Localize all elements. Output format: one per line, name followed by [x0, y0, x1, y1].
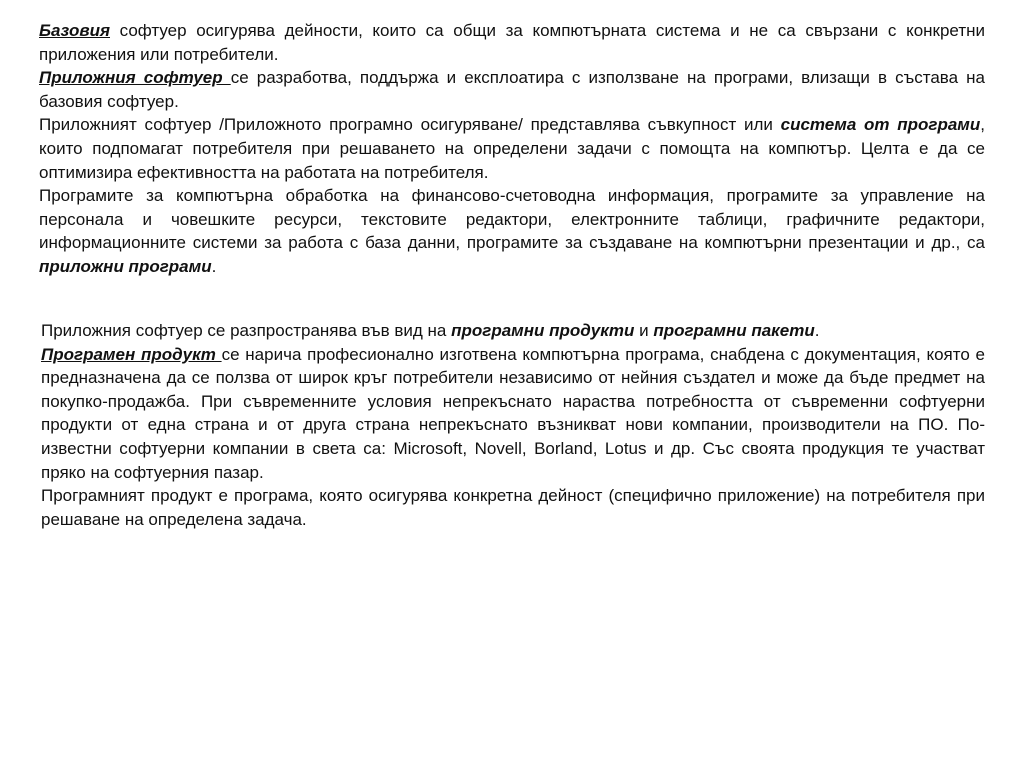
paragraph-text: .: [814, 321, 820, 340]
paragraph-text: Програмният продукт е програма, която осигурява конкретна дейност (специфично приложение) на потребителя при решаване на определена задача.: [41, 486, 985, 529]
emphasis-software-products: програмни продукти: [451, 321, 635, 340]
paragraph-text: Приложният софтуер /Приложното програмно осигуряване/ представлява съвкупност или: [39, 115, 781, 135]
emphasis-software-packages: програмни пакети: [653, 321, 815, 340]
paragraph-text: софтуер осигурява дейности, които са общи за компютърната система и не са свързани с конкретни приложения или потребители.: [39, 21, 985, 64]
paragraph-text: , които подпомагат потребителя при решаването на определени задачи с помощта на компютър. Целта е да се оптимизира ефективността на работата на потребителя.: [39, 115, 985, 182]
paragraph-software-product-purpose: [41, 484, 985, 531]
emphasis-system-of-programs: система от програми: [780, 115, 981, 135]
emphasis-application-programs: приложни програми: [39, 256, 212, 276]
text-block-base-and-application-software: [39, 19, 985, 279]
paragraph-text: Програмите за компютърна обработка на финансово-счетоводна информация, програмите за управление на персонала и човешките ресурси, текстовите редактори, електронните таблици, графичните редактори, информационните системи за работа с база данни, програмите за създаване на компютърни презентации и др., са: [39, 186, 985, 253]
paragraph-text: се разработва, поддържа и експлоатира с използване на програми, влизащи в състава на базовия софтуер.: [39, 68, 985, 111]
paragraph-text: се нарича професионално изготвена компютърна програма, снабдена с документация, която е предназначена да се ползва от широк кръг потребители независимо от нейния създател и може да бъде предмет на покупко-продажба. При съвременните условия непрекъснато нараства потребността от съвременни софтуерни продукти от една страна и от друга страна непрекъснато възникват нови компании, производители на ПО. По-известни софтуерни компании в света са: Microsoft, Novell, Borland, Lotus и др. Със своята продукция те участват пряко на софтуерния пазар.: [41, 344, 985, 482]
paragraph-distribution: [41, 319, 985, 343]
paragraph-base-software: [39, 19, 985, 66]
term-software-product: Програмен продукт: [41, 344, 222, 364]
paragraph-application-software-definition: [39, 113, 985, 184]
paragraph-text: Приложния софтуер се разпространява във вид на: [41, 321, 452, 340]
text-block-software-products: [41, 319, 985, 531]
paragraph-text: и: [634, 321, 654, 340]
paragraph-application-software: [39, 66, 985, 113]
term-application-software: Приложния софтуер: [39, 68, 231, 88]
paragraph-software-product-definition: [41, 343, 985, 485]
paragraph-application-programs-examples: [39, 184, 985, 278]
term-base: Базовия: [39, 21, 110, 40]
paragraph-text: .: [211, 256, 217, 276]
